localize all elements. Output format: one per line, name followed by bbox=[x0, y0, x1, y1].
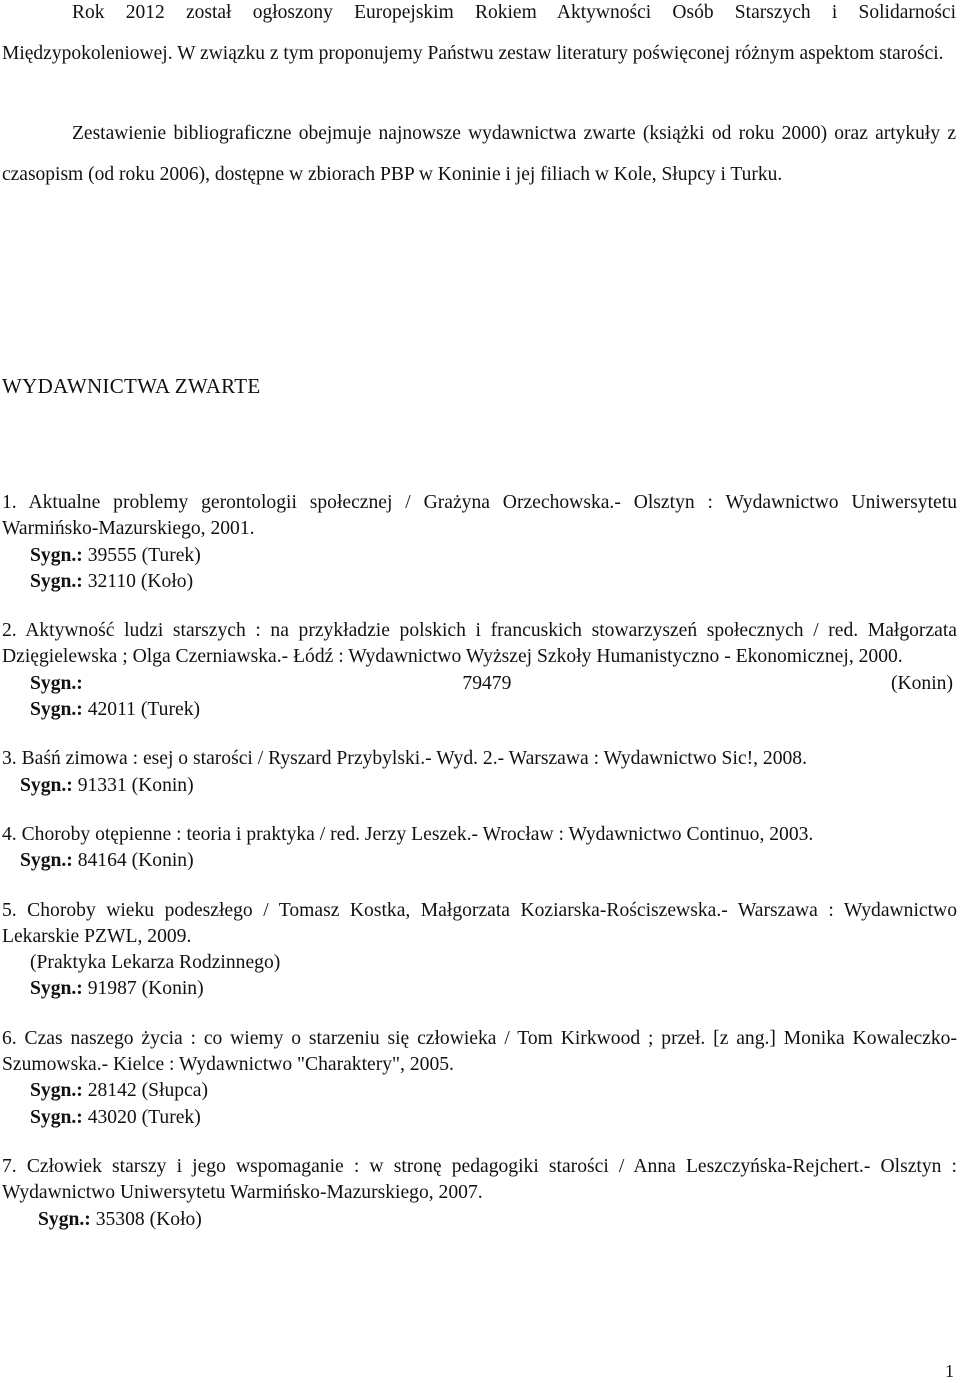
call-number bbox=[2, 543, 957, 569]
call-number-value: 39555 (Turek) bbox=[82, 544, 201, 566]
entry-description: 7. Człowiek starszy i jego wspomaganie : w stronę pedagogiki starości / Anna Leszczyńska-Rejchert.- Olsztyn : Wydawnictwo Uniwersytetu Warmińsko-Mazurskiego, 2007. bbox=[2, 1155, 957, 1204]
call-number-value: 84164 (Konin) bbox=[72, 850, 194, 872]
call-number bbox=[2, 671, 957, 697]
call-number bbox=[2, 697, 957, 723]
call-number bbox=[2, 976, 957, 1002]
call-number-label: Sygn.: bbox=[30, 544, 83, 566]
section-heading: WYDAWNICTWA ZWARTE bbox=[2, 374, 261, 398]
call-number-location: (Konin) bbox=[890, 672, 953, 694]
bibliography-entry-1 bbox=[2, 490, 957, 595]
call-number-label: Sygn.: bbox=[30, 672, 83, 694]
entry-description: 6. Czas naszego życia : co wiemy o starzeniu się człowieka / Tom Kirkwood ; przeł. [z ang.] Monika Kowaleczko-Szumowska.- Kielce : Wydawnictwo "Charaktery", 2005. bbox=[2, 1027, 957, 1076]
intro-paragraph: Rok 2012 został ogłoszony Europejskim Rokiem Aktywności Osób Starszych i Solidarności Międzypokoleniowej. W związku z tym proponujemy Państwu zestaw literatury poświęconej różnym aspektom starości. bbox=[2, 2, 956, 64]
call-number-value: 42011 (Turek) bbox=[82, 699, 201, 721]
call-number-value: 91987 (Konin) bbox=[82, 978, 204, 1000]
page-number: 1 bbox=[945, 1361, 954, 1381]
call-number bbox=[2, 773, 957, 799]
call-number-label: Sygn.: bbox=[20, 850, 73, 872]
bibliography-entry-6 bbox=[2, 1026, 957, 1131]
bibliography-entry-5 bbox=[2, 898, 957, 1003]
call-number bbox=[2, 569, 957, 595]
call-number-label: Sygn.: bbox=[30, 1080, 83, 1102]
call-number-value: 91331 (Konin) bbox=[72, 774, 194, 796]
call-number bbox=[2, 1207, 957, 1233]
scope-paragraph: Zestawienie bibliograficzne obejmuje najnowsze wydawnictwa zwarte (książki od roku 2000) oraz artykuły z czasopism (od roku 2006), dostępne w zbiorach PBP w Koninie i jej filiach w Kole, Słupcy i Turku. bbox=[2, 123, 956, 185]
entry-description: 4. Choroby otępienne : teoria i praktyka / red. Jerzy Leszek.- Wrocław : Wydawnictwo Continuo, 2003. bbox=[2, 823, 814, 845]
call-number-value: 79479 bbox=[462, 672, 512, 694]
bibliography-entry-4 bbox=[2, 822, 957, 875]
call-number bbox=[2, 1078, 957, 1104]
call-number-label: Sygn.: bbox=[30, 570, 83, 592]
call-number bbox=[2, 1105, 957, 1131]
call-number-value: 28142 (Słupca) bbox=[82, 1080, 208, 1102]
bibliography-entry-2 bbox=[2, 618, 957, 723]
call-number-value: 32110 (Koło) bbox=[82, 570, 194, 592]
call-number-value: 43020 (Turek) bbox=[82, 1106, 201, 1128]
call-number-label: Sygn.: bbox=[30, 699, 83, 721]
entry-description: 2. Aktywność ludzi starszych : na przykładzie polskich i francuskich stowarzyszeń społecznych / red. Małgorzata Dzięgielewska ; Olga Czerniawska.- Łódź : Wydawnictwo Wyższej Szkoły Humanistyczno - Ekonomicznej, 2000. bbox=[2, 620, 957, 668]
call-number bbox=[2, 848, 957, 874]
bibliography-entry-7 bbox=[2, 1154, 957, 1233]
call-number-label: Sygn.: bbox=[30, 1106, 83, 1128]
call-number-value: 35308 (Koło) bbox=[90, 1208, 202, 1230]
entry-description: 3. Baśń zimowa : esej o starości / Ryszard Przybylski.- Wyd. 2.- Warszawa : Wydawnictwo Sic!, 2008. bbox=[2, 748, 807, 770]
call-number-label: Sygn.: bbox=[20, 774, 73, 796]
entry-description: 1. Aktualne problemy gerontologii społecznej / Grażyna Orzechowska.- Olsztyn : Wydawnictwo Uniwersytetu Warmińsko-Mazurskiego, 2001. bbox=[2, 492, 957, 540]
series-note: (Praktyka Lekarza Rodzinnego) bbox=[30, 952, 281, 974]
bibliography-entry-3 bbox=[2, 746, 957, 799]
call-number-label: Sygn.: bbox=[30, 978, 83, 1000]
call-number-label: Sygn.: bbox=[38, 1208, 91, 1230]
entry-description: 5. Choroby wieku podeszłego / Tomasz Kostka, Małgorzata Koziarska-Rościszewska.- Warszawa : Wydawnictwo Lekarskie PZWL, 2009. bbox=[2, 899, 957, 947]
bibliography-list bbox=[2, 490, 957, 1256]
